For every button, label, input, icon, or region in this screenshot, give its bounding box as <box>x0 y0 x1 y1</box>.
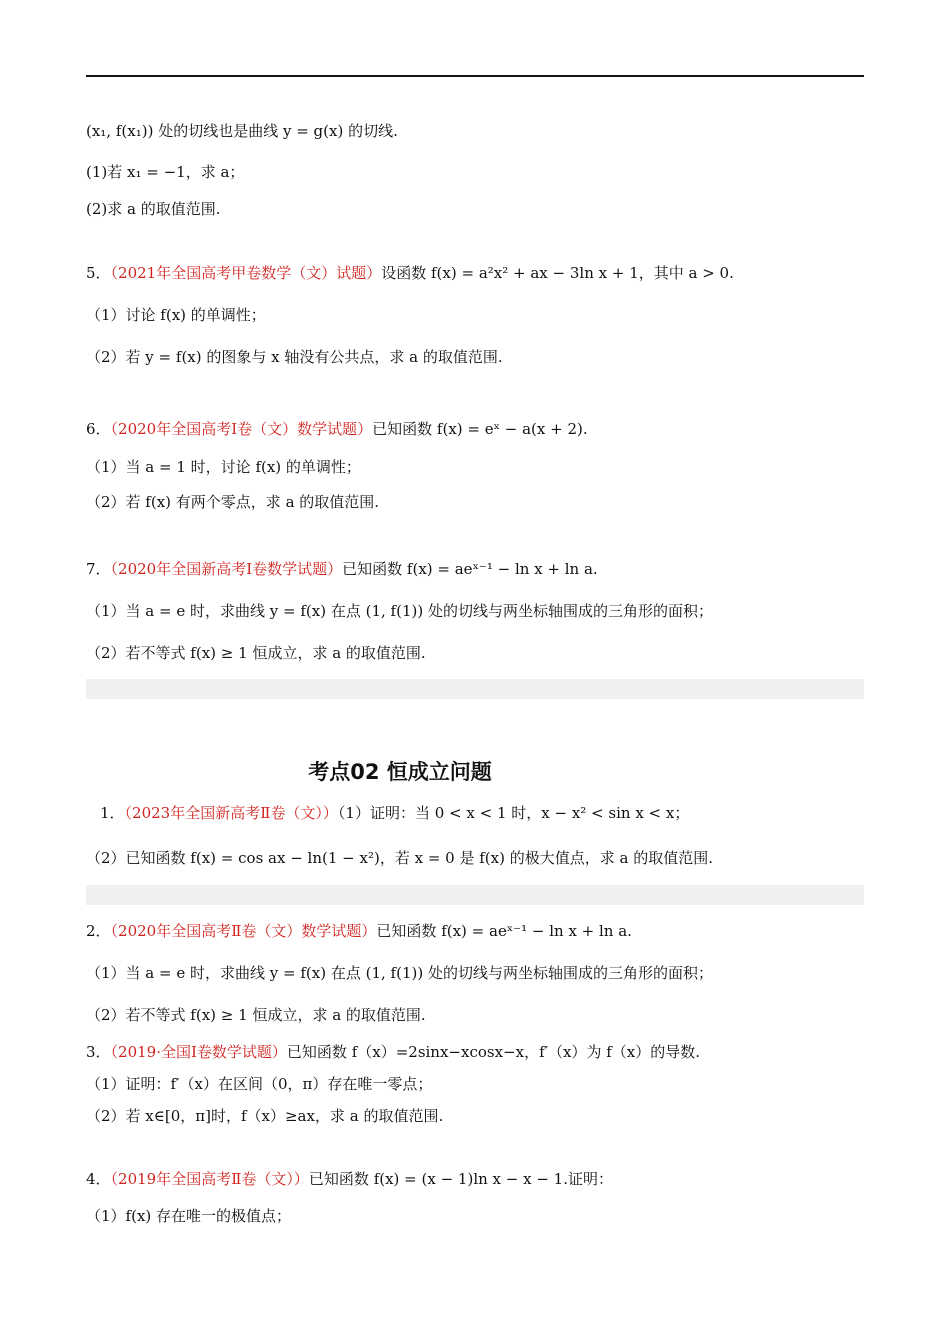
problem-5-question-1: （1）讨论 f(x) 的单调性； <box>86 306 266 324</box>
intro-question-2: (2)求 a 的取值范围. <box>86 200 221 218</box>
problem-7-question-2: （2）若不等式 f(x) ≥ 1 恒成立，求 a 的取值范围. <box>86 644 426 662</box>
section-problem-2-question-1: （1）当 a = e 时，求曲线 y = f(x) 在点 (1, f(1)) 处的切线与两坐标轴围成的三角形的面积； <box>86 964 713 982</box>
problem-text: （1）证明：当 0 < x < 1 时，x − x² < sin x < x； <box>337 804 690 822</box>
section-problem-1-question-2: （2）已知函数 f(x) = cos ax − ln(1 − x²)，若 x = 0 是 f(x) 的极大值点，求 a 的取值范围. <box>86 849 713 867</box>
problem-number: 6． <box>86 420 111 438</box>
separator-band <box>86 885 864 905</box>
problem-7-stem <box>86 558 598 580</box>
section-problem-3-stem <box>86 1041 700 1063</box>
section-problem-2-stem <box>86 920 632 942</box>
problem-text: 已知函数 f(x) = eˣ − a(x + 2). <box>372 420 588 438</box>
problem-6-question-1: （1）当 a = 1 时，讨论 f(x) 的单调性； <box>86 458 361 476</box>
problem-source: （2019年全国高考Ⅱ卷（文）） <box>110 1170 309 1188</box>
section-problem-1-stem <box>100 802 689 824</box>
problem-7-question-1: （1）当 a = e 时，求曲线 y = f(x) 在点 (1, f(1)) 处的切线与两坐标轴围成的三角形的面积； <box>86 602 713 620</box>
problem-number: 5． <box>86 264 111 282</box>
intro-line-1: (x₁, f(x₁)) 处的切线也是曲线 y = g(x) 的切线. <box>86 122 398 140</box>
problem-5-question-2: （2）若 y = f(x) 的图象与 x 轴没有公共点，求 a 的取值范围. <box>86 348 503 366</box>
section-problem-2-question-2: （2）若不等式 f(x) ≥ 1 恒成立，求 a 的取值范围. <box>86 1006 426 1024</box>
problem-text: 已知函数 f(x) = aeˣ⁻¹ − ln x + ln a. <box>376 922 632 940</box>
problem-source: （2020年全国高考Ⅰ卷（文）数学试题） <box>110 420 373 438</box>
section-problem-4-stem <box>86 1168 613 1190</box>
problem-number: 7． <box>86 560 111 578</box>
problem-6-stem <box>86 418 588 440</box>
problem-number: 4． <box>86 1170 111 1188</box>
intro-question-1: (1)若 x₁ = −1，求 a； <box>86 163 245 181</box>
separator-band <box>86 679 864 699</box>
problem-source: （2021年全国高考甲卷数学（文）试题） <box>110 264 382 282</box>
problem-5-stem <box>86 262 734 284</box>
section-problem-4-question-1: （1）f(x) 存在唯一的极值点； <box>86 1207 292 1225</box>
header-rule <box>86 75 864 77</box>
problem-number: 1． <box>100 804 125 822</box>
problem-source: （2023年全国新高考Ⅱ卷（文）） <box>124 804 338 822</box>
problem-source: （2020年全国高考Ⅱ卷（文）数学试题） <box>110 922 377 940</box>
problem-number: 3． <box>86 1043 111 1061</box>
problem-source: （2020年全国新高考Ⅰ卷数学试题） <box>110 560 343 578</box>
problem-source: （2019·全国Ⅰ卷数学试题） <box>110 1043 287 1061</box>
problem-number: 2． <box>86 922 111 940</box>
section-problem-3-question-1: （1）证明：f′（x）在区间（0，π）存在唯一零点； <box>86 1075 433 1093</box>
problem-text: 已知函数 f(x) = (x − 1)ln x − x − 1.证明： <box>308 1170 613 1188</box>
section-problem-3-question-2: （2）若 x∈[0，π]时，f（x）≥ax，求 a 的取值范围. <box>86 1107 444 1125</box>
problem-6-question-2: （2）若 f(x) 有两个零点，求 a 的取值范围. <box>86 493 380 511</box>
section-title: 考点02 恒成立问题 <box>308 760 492 784</box>
problem-text: 已知函数 f(x) = aeˣ⁻¹ − ln x + ln a. <box>342 560 598 578</box>
problem-text: 设函数 f(x) = a²x² + ax − 3ln x + 1，其中 a > 0. <box>381 264 734 282</box>
problem-text: 已知函数 f（x）=2sinx−xcosx−x，f′（x）为 f（x）的导数. <box>286 1043 701 1061</box>
